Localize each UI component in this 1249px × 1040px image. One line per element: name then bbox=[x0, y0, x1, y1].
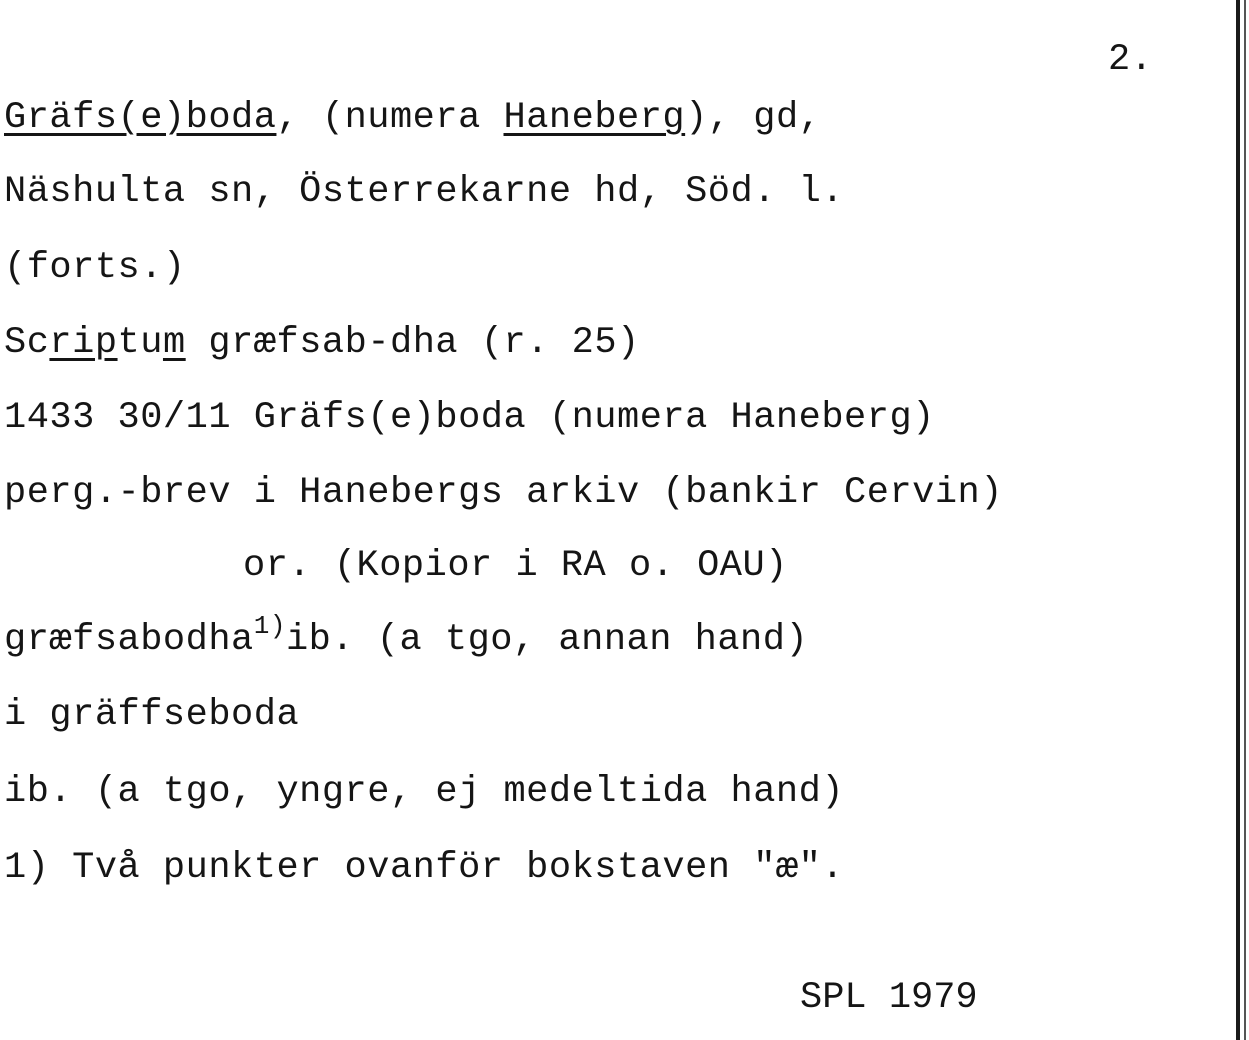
heading-sep-1: , (numera bbox=[276, 97, 504, 139]
scriptum-rest: græfsab-dha (r. 25) bbox=[185, 322, 640, 364]
place-name: Gräfs(e)boda bbox=[4, 97, 277, 139]
footnote: 1) Två punkter ovanför bokstaven "æ". bbox=[4, 847, 845, 889]
location-line: Näshulta sn, Österrekarne hd, Söd. l. bbox=[4, 171, 845, 213]
heading-sep-2: ), gd, bbox=[685, 97, 822, 139]
scriptum-mid: tu bbox=[117, 322, 163, 364]
signature: SPL 1979 bbox=[800, 977, 978, 1019]
continued-label: (forts.) bbox=[4, 247, 186, 289]
card-right-edge-outer bbox=[1244, 0, 1246, 1040]
form-word: græfsabodha bbox=[4, 619, 254, 661]
heading-line bbox=[4, 98, 821, 138]
record-line: 1433 30/11 Gräfs(e)boda (numera Haneberg) bbox=[4, 397, 935, 439]
card-right-edge bbox=[1236, 0, 1240, 1040]
form-rest: ib. (a tgo, annan hand) bbox=[285, 619, 809, 661]
copies-line: or. (Kopior i RA o. OAU) bbox=[243, 545, 788, 587]
page-number: 2. bbox=[1108, 39, 1153, 81]
form-line bbox=[4, 611, 809, 662]
alt-place-name: Haneberg bbox=[503, 97, 686, 139]
scriptum-line bbox=[4, 323, 640, 363]
footnote-marker: 1) bbox=[253, 611, 286, 641]
scriptum-underlined-1: rip bbox=[49, 322, 118, 364]
source-line: perg.-brev i Hanebergs arkiv (bankir Cervin) bbox=[4, 472, 1003, 514]
scriptum-underlined-2: m bbox=[162, 322, 186, 364]
form2-note: ib. (a tgo, yngre, ej medeltida hand) bbox=[4, 771, 845, 813]
scriptum-pre: Sc bbox=[4, 322, 50, 364]
form2-line: i gräffseboda bbox=[4, 694, 300, 736]
